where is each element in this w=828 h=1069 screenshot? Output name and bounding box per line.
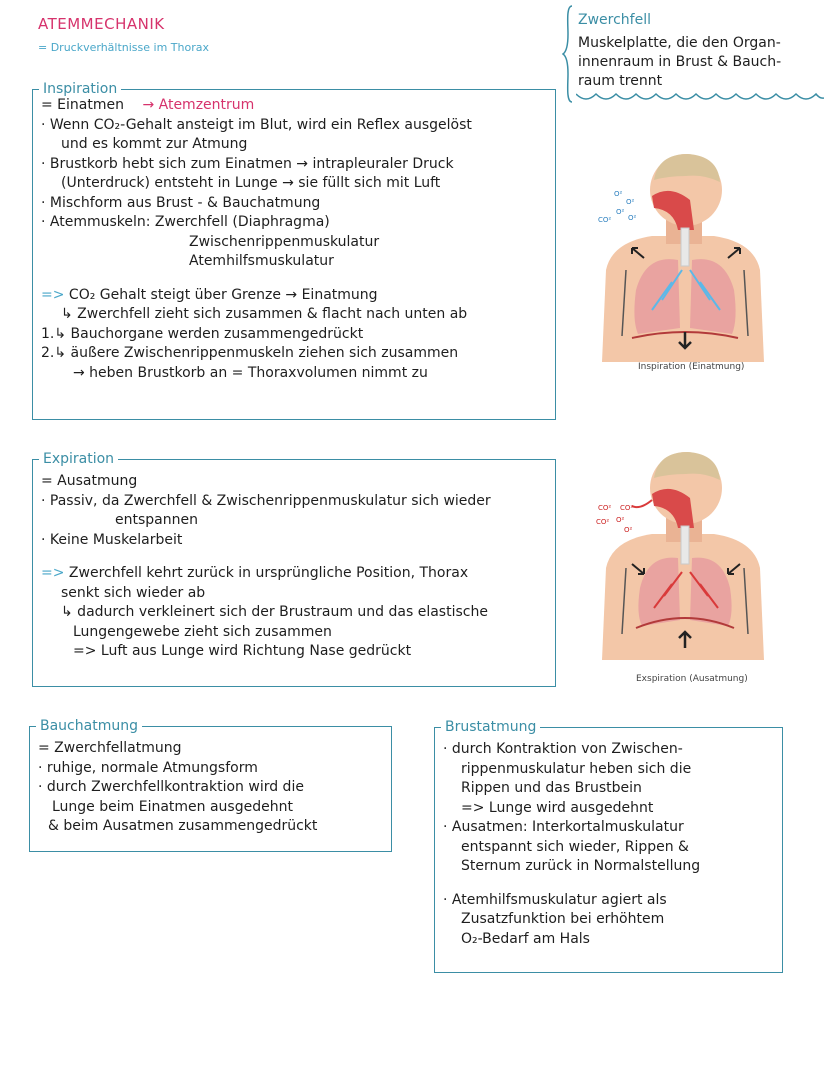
gas-label: CO² bbox=[620, 504, 634, 512]
wavy-underline-icon bbox=[576, 90, 824, 104]
trachea-shape bbox=[681, 228, 689, 266]
conclusion-arrow: => bbox=[41, 286, 65, 303]
brustatmung-line: rippenmuskulatur heben sich die bbox=[461, 760, 692, 777]
inspiration-line: ↳ Zwerchfell zieht sich zusammen & flacht nach unten ab bbox=[61, 306, 468, 322]
expiration-section bbox=[32, 451, 556, 687]
inspiration-line: 1.↳ Bauchorgane werden zusammengedrückt bbox=[41, 325, 364, 342]
expiration-lines bbox=[41, 472, 549, 662]
inspiration-line: Atemhilfsmuskulatur bbox=[189, 253, 334, 269]
gas-label: O² bbox=[616, 516, 625, 524]
inspiration-line: (Unterdruck) entsteht in Lunge → sie füllt sich mit Luft bbox=[61, 175, 441, 191]
zwerchfell-line: Muskelplatte, die den Organ- bbox=[578, 35, 781, 51]
brustatmung-heading: Brustatmung bbox=[441, 718, 540, 736]
inspiration-illustration bbox=[592, 150, 774, 362]
atemzentrum-text: → Atemzentrum bbox=[142, 97, 255, 113]
expiration-line bbox=[41, 564, 549, 584]
gas-label: O² bbox=[614, 190, 623, 198]
expiration-line: · Keine Muskelarbeit bbox=[41, 531, 183, 548]
page-subtitle: = Druckverhältnisse im Thorax bbox=[38, 41, 209, 54]
expiration-line: entspannen bbox=[115, 512, 198, 528]
inspiration-heading: Inspiration bbox=[39, 80, 121, 98]
brustatmung-line: Zusatzfunktion bei erhöhtem bbox=[461, 911, 665, 927]
gas-label: O² bbox=[628, 214, 637, 222]
gas-label: CO² bbox=[598, 504, 612, 512]
brustatmung-line: · Ausatmen: Interkortalmuskulatur bbox=[443, 819, 684, 835]
brustatmung-line: Sternum zurück in Normalstellung bbox=[461, 858, 701, 874]
brustatmung-lines bbox=[443, 740, 776, 949]
brustatmung-line: · durch Kontraktion von Zwischen- bbox=[443, 741, 683, 757]
conclusion-text: Zwerchfell kehrt zurück in ursprüngliche Position, Thorax bbox=[64, 565, 469, 581]
brustatmung-section bbox=[434, 719, 783, 973]
brustatmung-line: · Atemhilfsmuskulatur agiert als bbox=[443, 891, 667, 908]
gas-label: CO² bbox=[596, 518, 610, 526]
trachea-shape bbox=[681, 526, 689, 564]
inspiration-line: · Brustkorb hebt sich zum Einatmen → intrapleuraler Druck bbox=[41, 155, 454, 172]
curly-bracket-icon bbox=[562, 4, 574, 104]
brustatmung-line: Rippen und das Brustbein bbox=[461, 780, 642, 796]
zwerchfell-line: innenraum in Brust & Bauch- bbox=[578, 54, 782, 70]
zwerchfell-note bbox=[562, 4, 824, 108]
inspiration-line: → heben Brustkorb an = Thoraxvolumen nimmt zu bbox=[73, 364, 428, 381]
inspiration-section bbox=[32, 81, 556, 420]
inspiration-line: · Wenn CO₂-Gehalt ansteigt im Blut, wird ein Reflex ausgelöst bbox=[41, 116, 472, 133]
einatmen-text: = Einatmen bbox=[41, 97, 124, 113]
exhale-arrow-icon bbox=[632, 500, 652, 507]
bauchatmung-section bbox=[29, 718, 392, 852]
zwerchfell-definition bbox=[578, 34, 781, 91]
bauchatmung-line: Lunge beim Einatmen ausgedehnt bbox=[52, 798, 293, 815]
expiration-line: · Passiv, da Zwerchfell & Zwischenrippenmuskulatur sich wieder bbox=[41, 492, 491, 509]
expiration-heading: Expiration bbox=[39, 450, 118, 468]
brustatmung-line: O₂-Bedarf am Hals bbox=[461, 930, 590, 947]
bauchatmung-line: = Zwerchfellatmung bbox=[38, 740, 182, 756]
inspiration-line: 2.↳ äußere Zwischenrippenmuskeln ziehen sich zusammen bbox=[41, 345, 459, 361]
expiration-line: = Ausatmung bbox=[41, 473, 138, 489]
expiration-line: => Luft aus Lunge wird Richtung Nase gedrückt bbox=[73, 643, 412, 659]
conclusion-arrow: => bbox=[41, 565, 65, 581]
inspiration-line bbox=[41, 286, 549, 306]
bauchatmung-line: & beim Ausatmen zusammengedrückt bbox=[48, 818, 318, 834]
inspiration-caption: Inspiration (Einatmung) bbox=[638, 362, 745, 372]
bauchatmung-line: · durch Zwerchfellkontraktion wird die bbox=[38, 779, 304, 795]
zwerchfell-line: raum trennt bbox=[578, 73, 663, 89]
brustatmung-line: => Lunge wird ausgedehnt bbox=[461, 799, 654, 816]
inspiration-lines bbox=[41, 96, 549, 383]
gas-label: O² bbox=[626, 198, 635, 206]
page-title: ATEMMECHANIK bbox=[38, 15, 165, 33]
conclusion-text: CO₂ Gehalt steigt über Grenze → Einatmung bbox=[64, 286, 378, 303]
inspiration-line: · Mischform aus Brust - & Bauchatmung bbox=[41, 194, 321, 211]
brustatmung-line: entspannt sich wieder, Rippen & bbox=[461, 838, 689, 855]
gas-label: CO² bbox=[598, 216, 612, 224]
gas-label: O² bbox=[624, 526, 633, 534]
bauchatmung-line: · ruhige, normale Atmungsform bbox=[38, 759, 258, 776]
gas-label: O² bbox=[616, 208, 625, 216]
inspiration-line: und es kommt zur Atmung bbox=[61, 136, 248, 152]
bauchatmung-heading: Bauchatmung bbox=[36, 717, 142, 735]
zwerchfell-title: Zwerchfell bbox=[578, 12, 651, 28]
expiration-line: Lungengewebe zieht sich zusammen bbox=[73, 623, 332, 640]
expiration-line: senkt sich wieder ab bbox=[61, 584, 206, 601]
expiration-illustration bbox=[592, 448, 774, 660]
bauchatmung-lines bbox=[38, 739, 385, 837]
expiration-line: ↳ dadurch verkleinert sich der Brustraum und das elastische bbox=[61, 604, 488, 620]
inspiration-line bbox=[41, 96, 549, 116]
inspiration-line: Zwischenrippenmuskulatur bbox=[189, 233, 380, 250]
expiration-caption: Exspiration (Ausatmung) bbox=[636, 674, 748, 684]
inspiration-line: · Atemmuskeln: Zwerchfell (Diaphragma) bbox=[41, 214, 330, 230]
